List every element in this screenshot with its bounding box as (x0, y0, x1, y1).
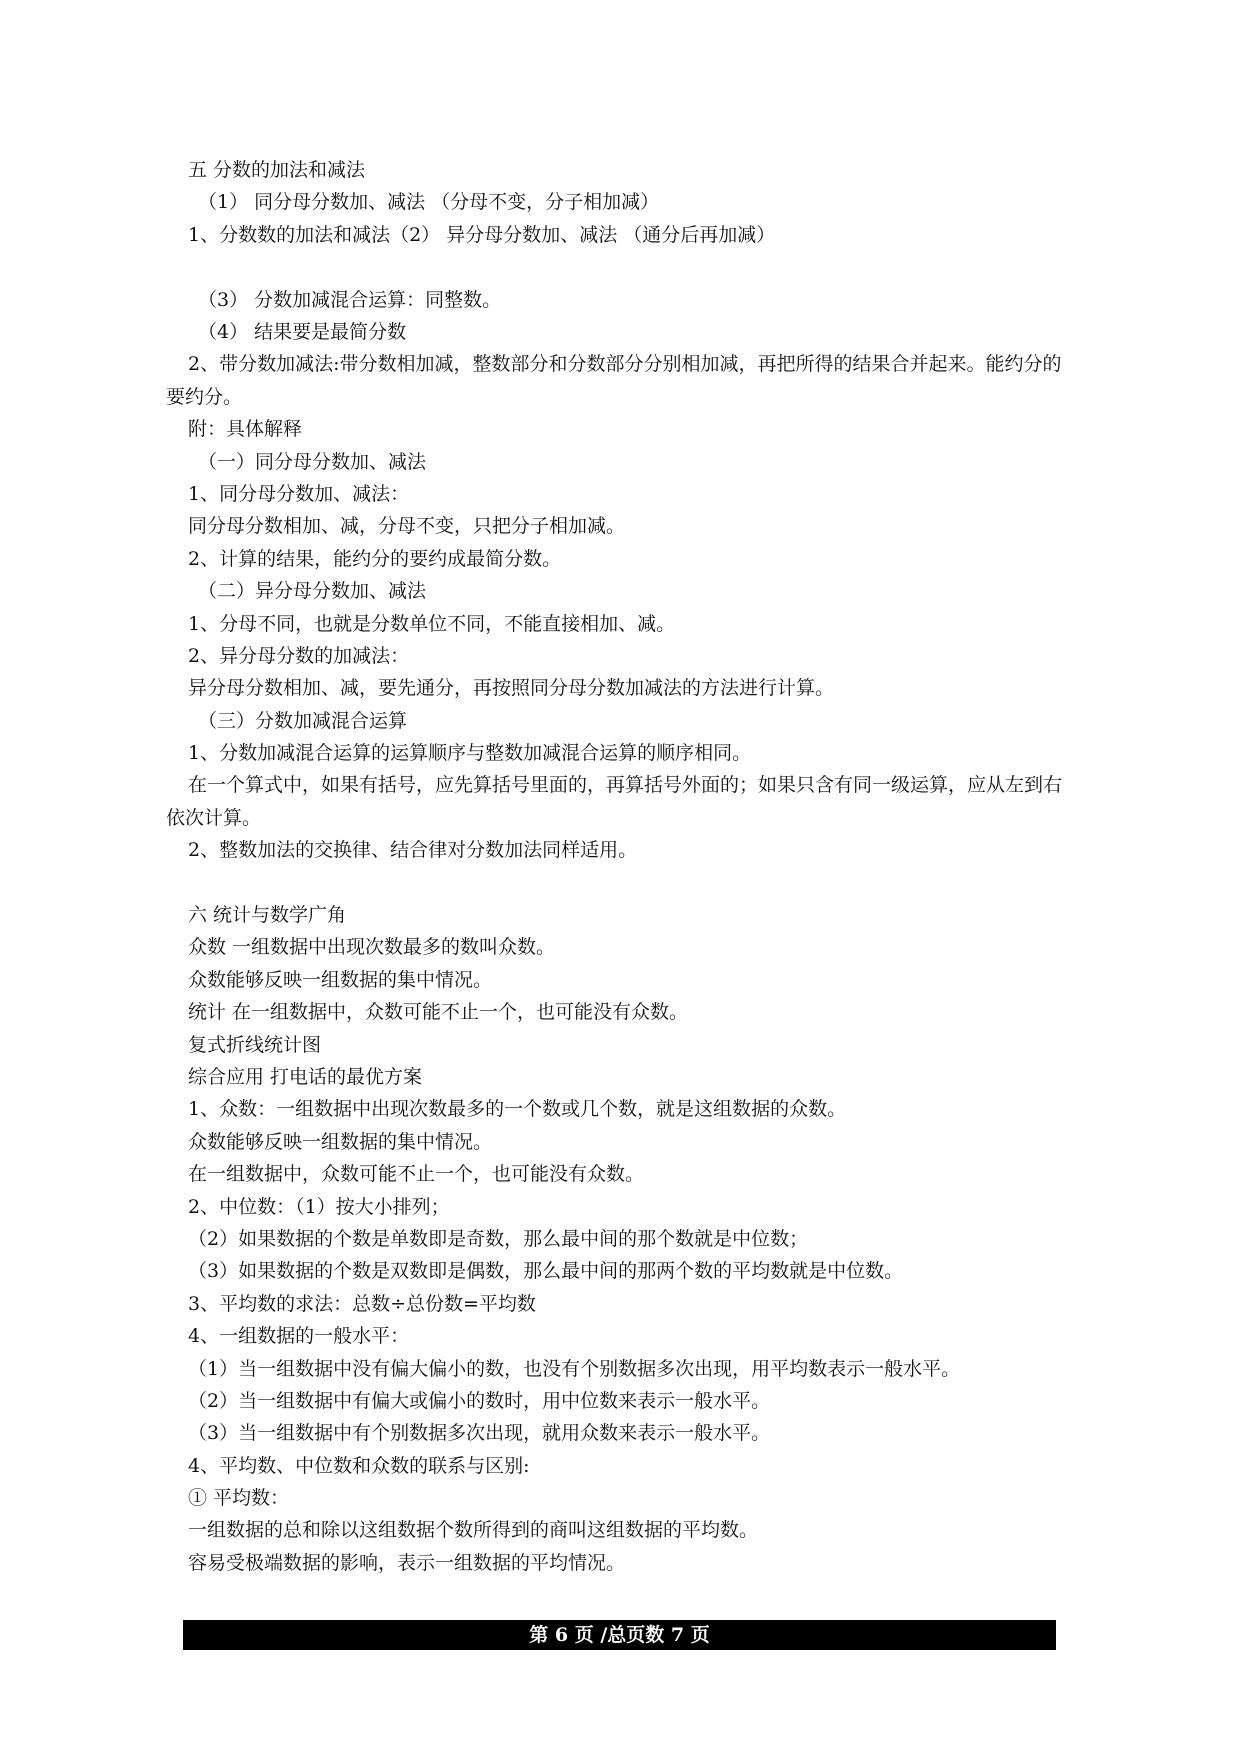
text-line: （3） 分数加减混合运算：同整数。 (198, 288, 502, 311)
text-line: 1、分母不同，也就是分数单位不同，不能直接相加、减。 (188, 612, 676, 635)
text-line: 一组数据的总和除以这组数据个数所得到的商叫这组数据的平均数。 (188, 1519, 759, 1542)
text-line: （1） 同分母分数加、减法 （分母不变，分子相加减） (198, 191, 660, 214)
text-line: 容易受极端数据的影响，表示一组数据的平均情况。 (188, 1551, 626, 1574)
blank-line (188, 251, 1068, 283)
text-line: 附：具体解释 (188, 418, 303, 441)
text-line: 复式折线统计图 (188, 1033, 322, 1056)
text-line: 在一组数据中，众数可能不止一个，也可能没有众数。 (188, 1163, 645, 1186)
text-line: 1、同分母分数加、减法： (188, 482, 410, 505)
text-line: 2、整数加法的交换律、结合律对分数加法同样适用。 (188, 839, 638, 862)
text-line: （1）当一组数据中没有偏大偏小的数，也没有个别数据多次出现，用平均数表示一般水平。 (188, 1357, 961, 1380)
section-heading: 五 分数的加法和减法 (188, 159, 366, 181)
text-line: 1、分数加减混合运算的运算顺序与整数加减混合运算的顺序相同。 (188, 742, 752, 765)
page-footer (183, 1620, 1056, 1650)
subsection-heading: （一）同分母分数加、减法 (198, 450, 427, 473)
page-number: 第 6 页 /总页数 7 页 (529, 1624, 710, 1646)
text-line: 1、众数：一组数据中出现次数最多的一个数或几个数，就是这组数据的众数。 (188, 1098, 847, 1121)
text-line: 众数 一组数据中出现次数最多的数叫众数。 (188, 936, 556, 959)
text-line: 综合应用 打电话的最优方案 (188, 1066, 423, 1088)
text-line: （4） 结果要是最简分数 (198, 320, 407, 343)
subsection-heading: （三）分数加减混合运算 (198, 709, 408, 732)
text-line: 4、一组数据的一般水平： (188, 1325, 410, 1348)
text-line: （3）如果数据的个数是双数即是偶数，那么最中间的那两个数的平均数就是中位数。 (188, 1260, 904, 1283)
text-line: 1、分数数的加法和减法（2） 异分母分数加、减法 （通分后再加减） (188, 223, 776, 246)
text-line: ① 平均数： (188, 1487, 290, 1510)
text-paragraph: 在一个算式中，如果有括号，应先算括号里面的，再算括号外面的；如果只含有同一级运算，应从左到右依次计算。 (166, 774, 1063, 829)
subsection-heading: （二）异分母分数加、减法 (198, 580, 427, 603)
text-line: 3、平均数的求法：总数÷总份数=平均数 (188, 1292, 536, 1315)
text-line: 2、计算的结果，能约分的要约成最简分数。 (188, 547, 562, 570)
text-line: 众数能够反映一组数据的集中情况。 (188, 1130, 493, 1153)
text-line: （2）如果数据的个数是单数即是奇数，那么最中间的那个数就是中位数； (188, 1227, 809, 1250)
blank-line (188, 867, 1068, 899)
text-line: 众数能够反映一组数据的集中情况。 (188, 968, 493, 991)
text-line: 4、平均数、中位数和众数的联系与区别: (188, 1454, 530, 1477)
text-line: （2）当一组数据中有偏大或偏小的数时，用中位数来表示一般水平。 (188, 1389, 771, 1412)
text-line: 2、异分母分数的加减法： (188, 644, 410, 667)
text-line: 同分母分数相加、减，分母不变，只把分子相加减。 (188, 515, 626, 538)
section-heading: 六 统计与数学广角 (188, 904, 347, 927)
text-line: 2、中位数：（1）按大小排列； (188, 1195, 450, 1218)
text-line: 异分母分数相加、减，要先通分，再按照同分母分数加减法的方法进行计算。 (188, 677, 835, 700)
page-body (166, 154, 1068, 1579)
text-paragraph: 2、带分数加减法:带分数相加减，整数部分和分数部分分别相加减，再把所得的结果合并起来。能约分的要约分。 (166, 353, 1062, 408)
text-line: 统计 在一组数据中，众数可能不止一个，也可能没有众数。 (188, 1001, 689, 1024)
text-line: （3）当一组数据中有个别数据多次出现，就用众数来表示一般水平。 (188, 1422, 771, 1445)
